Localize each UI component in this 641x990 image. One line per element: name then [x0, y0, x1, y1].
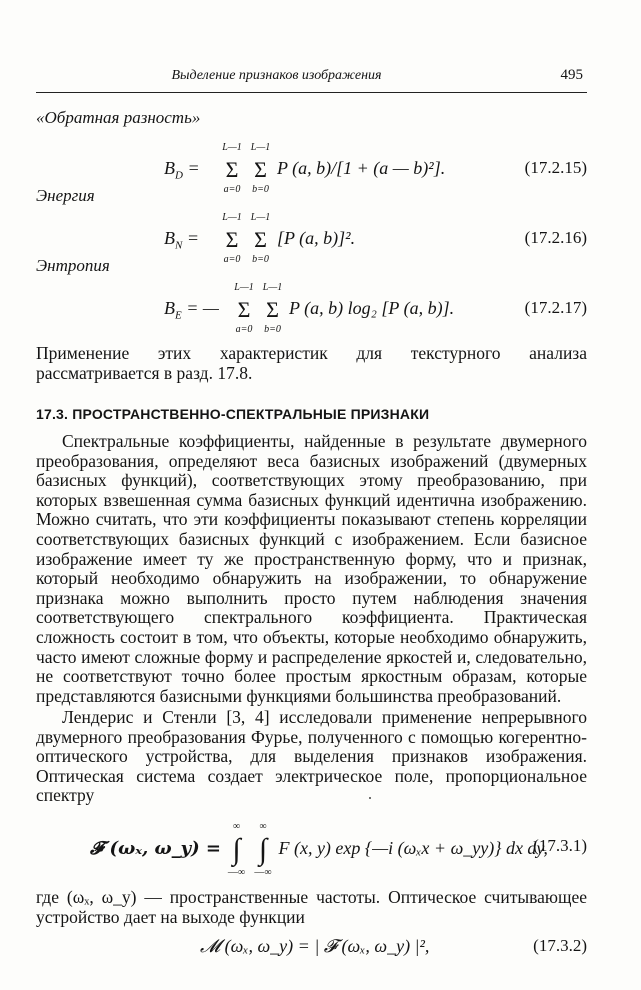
sum-symbol: L—1 Σ a=0 — [222, 141, 242, 195]
feature-label-inverse-difference: «Обратная разность» — [36, 108, 201, 127]
where-paragraph: где (ωₓ, ω_y) — пространственные частоты. Оптическое считывающее устройство дает на выходе функции — [36, 887, 587, 927]
equation-17-2-16 — [150, 208, 587, 268]
feature-label-energy: Энергия — [36, 186, 95, 205]
equation-rhs: 𝓜 (ωₓ, ω_y) = | 𝓕 (ωₓ, ω_y) |², — [200, 936, 430, 956]
page-number: 495 — [560, 67, 583, 83]
equation-17-2-15 — [150, 138, 587, 198]
print-speck — [369, 797, 371, 799]
equation-number: (17.3.2) — [533, 936, 587, 955]
equation-17-2-17 — [150, 278, 587, 338]
intro-paragraph: Применение этих характеристик для текстурного анализа рассматривается в разд. 17.8. — [36, 343, 587, 383]
equation-rhs: 𝓕 (ωₓ, ω_y) = ∞ ∫ —∞ ∞ ∫ —∞ F (x, y) exp {—i (ωₓx + ω_yy)} dx dy, — [90, 821, 548, 878]
equation-lhs: $B_E$ = — — [164, 298, 219, 322]
equation-rhs: L—1 Σ a=0 L—1 Σ b=0 P (a, b) log₂ [P (a, b)]. — [232, 298, 454, 321]
sum-symbol: L—1 Σ b=0 — [250, 141, 271, 195]
feature-label-entropy: Энтропия — [36, 256, 110, 275]
equation-17-3-2 — [200, 922, 587, 962]
section-heading: 17.3. ПРОСТРАНСТВЕННО-СПЕКТРАЛЬНЫЕ ПРИЗНАКИ — [36, 406, 430, 422]
sum-symbol: L—1 Σ b=0 — [262, 281, 283, 335]
page-header — [36, 64, 587, 93]
equation-17-3-1 — [90, 816, 587, 880]
equation-number: (17.2.17) — [524, 298, 587, 317]
equation-lhs: $B_D$ = — [164, 158, 200, 182]
body-paragraph-2: Лендерис и Стенли [3, 4] исследовали применение непрерывного двумерного преобразования Фурье, полученного с помощью когерентно-оптического устройства, для выделения признаков изображения. Оптическая система создает электрическое поле, пропорциональное спектру — [36, 707, 587, 806]
equation-rhs: L—1 Σ a=0 L—1 Σ b=0 P (a, b)/[1 + (a — b)²]. — [220, 158, 445, 181]
integral-symbol: ∞ ∫ —∞ — [254, 821, 272, 878]
sum-symbol: L—1 Σ b=0 — [250, 211, 271, 265]
sum-symbol: L—1 Σ a=0 — [222, 211, 242, 265]
running-title: Выделение признаков изображения — [171, 68, 382, 83]
equation-number: (17.2.15) — [524, 158, 587, 177]
sum-symbol: L—1 Σ a=0 — [234, 281, 254, 335]
equation-number: (17.3.1) — [533, 836, 587, 855]
integral-symbol: ∞ ∫ —∞ — [227, 821, 246, 878]
equation-lhs: $B_N$ = — [164, 228, 199, 252]
equation-rhs: L—1 Σ a=0 L—1 Σ b=0 [P (a, b)]². — [220, 228, 355, 251]
equation-number: (17.2.16) — [524, 228, 587, 247]
body-paragraph-1: Спектральные коэффициенты, найденные в результате двумерного преобразования, определяют веса базисных изображений (двумерных базисных функций), соответствующих этому преобразованию, при которых взвешенная сумма базисных функций идентична изображению. Можно считать, что эти коэффициенты показывают степень корреляции соответствующих базисных функций с изображением. Если базисное изображение имеет ту же пространственную форму, что и признак, который необходимо обнаружить на изображении, то обнаружение признака можно выполнить просто путем наблюдения значения соответствующего спектрального коэффициента. Практическая сложность состоит в том, что объекты, которые необходимо обнаружить, часто имеют сложные форму и распределение яркостей и, следовательно, не соответствуют точно более простым яркостным образам, которые представляются базисными функциями большинства преобразований. — [36, 431, 587, 706]
